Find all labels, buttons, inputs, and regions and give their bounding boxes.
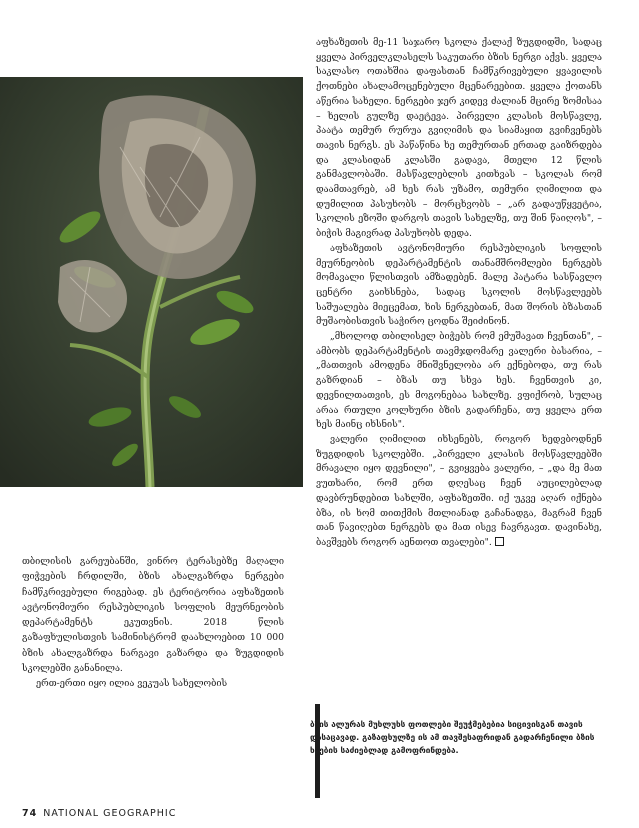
left-column <box>22 554 284 692</box>
photo-boxwood-branch <box>0 77 303 487</box>
right-paragraph-4 <box>316 433 602 551</box>
photo-caption: ბზის ალურას მუხლუხს ფოთლები შეუჭმებებია სიცივისგან თავის დასაცავად. გაზაფხულზე ის ამ თავშესაფრიდან გადარჩენილი ბზის ხეების საძიებლად გამოფრინდება. <box>310 719 595 755</box>
left-paragraph-1: თბილისის გარეუბანში, ვინრო ტერასებზე მაღალი ფიჭვების ჩრდილში, ბზის ახალგაზრდა ნერგები ჩამწკრივებული რიგებად. ეს ტერიტორია აფხაზეთის ავტონომიური რესპუბლიკის სოფლის მეურნეობის დეპარტამენტს ეკუთვნის. 2018 წლის გაზაფხულისთვის სამინისტრომ დაახლოებით 10 000 ბზის ახალგაზრდა ნარგავი გაზარდა და ზუგდიდის სკოლებში განანილა. <box>22 556 284 675</box>
publication-name: NATIONAL GEOGRAPHIC <box>43 808 177 819</box>
right-column <box>316 36 602 551</box>
right-paragraph-2: აფხაზეთის ავტონომიური რესპუბლიკის სოფლის მეურნეობის დეპარტამენტის თანამშრომლები ნერგებს მომავალი წლისთვის ამზადებენ. მალე პატარა სასწავლო ცენტრი გაიხსნება, სადაც სკოლის მოსწავლეებს საშუალება მიეცემათ, ხის ნერგებთან, მათ შორის ბზასთან მუშაობისთვის საჭირო ცოდნა შეიძინონ. <box>316 242 602 328</box>
right-paragraph-4-text: ვალერი ღიმილით იხსენებს, როგორ ხედვბოდნენ ზუგდიდის სკოლებში. „პირველი კლასის მოსწავლეებში მრავალი იყო დევნილი", – გვიყვება ვალერი, – „და მე მათ ვუთხარი, რომ ერთ დღესაც ჩვენ აუცილებლად დავბრუნდებით სახლში, აფხაზეთში. იქ უკვე აღარ იქნება ბზა, ის ხომ თითქმის მთლიანად გაჩანადგა, მაგრამ ჩვენ თან წავიღებთ ნერგებს და მათ ისევ ჩავრგავთ. დავინახე, ბავშვებს როგორ აენთოთ თვალები". <box>316 433 602 548</box>
page-number: 74 <box>22 808 38 819</box>
end-mark-icon <box>495 537 504 546</box>
left-paragraph-2: ერთ-ერთი იყო ილია ვეკუას სახელობის <box>36 678 228 690</box>
right-paragraph-3: „მხოლოდ თბილისელ ბიჭებს რომ ემუშავათ ჩვენთან", – ამბობს დეპარტამენტის თავმჯდომარე ვალერი ბასარია, – „მათთვის ამოდენა მნიშვნელობა არ ექნებოდა, თუ რას გაზრდიან – ბზას თუ სხვა ხეს. ჩვენთვის კი, დევნილთათვის, ეს მოგონებაა სახლზე. ვფიქრობ, სულაც არაა რთული კოლხური ბზის გადარჩენა, თუ ყველა ერთ ხეს მაინც იხსნის". <box>316 331 602 431</box>
page-footer <box>22 808 176 819</box>
right-paragraph-1: აფხაზეთის მე-11 საჯარო სკოლა ქალაქ ზუგდიდში, სადაც ყველა პირველკლასელს საკუთარი ბზის ნერგი აქვს. ყველა საკლასო ოთახშია დაფასთან ჩამწკრივებული ყვავილის ქოთნები ახალამოცენებული მცენარეებით. ყველა ქოთანს აწერია სახელი. ნერგები ჯერ კიდევ ძალიან მცირე ზომისაა – ხელის გულზე დაეტევა. პირველი კლასის მოსწავლე, პაატა თემურ რურუა გვიღიმის და სიამაყით გვიჩვენებს თავის ნერგს. ეს პაწაწინა ხე თემურთან ერთად გაიზრდება და კლასიდან კლასში გადავა, მთელი 12 წლის განმავლობაში. მასწავლებლის კითხვას – სკოლას რომ დაამთავრებ, ამ ხეს რას უზამო, თემური ღიმილით და დუმილით პასუხობს – მორცხვობს – „არ გადაუწყვეტია, სკოლის ეზოში დარგოს თავის სახელზე, თუ შინ წაიღოს", – ბიჭის მაგივრად პასუხობს დედა. <box>316 37 602 240</box>
